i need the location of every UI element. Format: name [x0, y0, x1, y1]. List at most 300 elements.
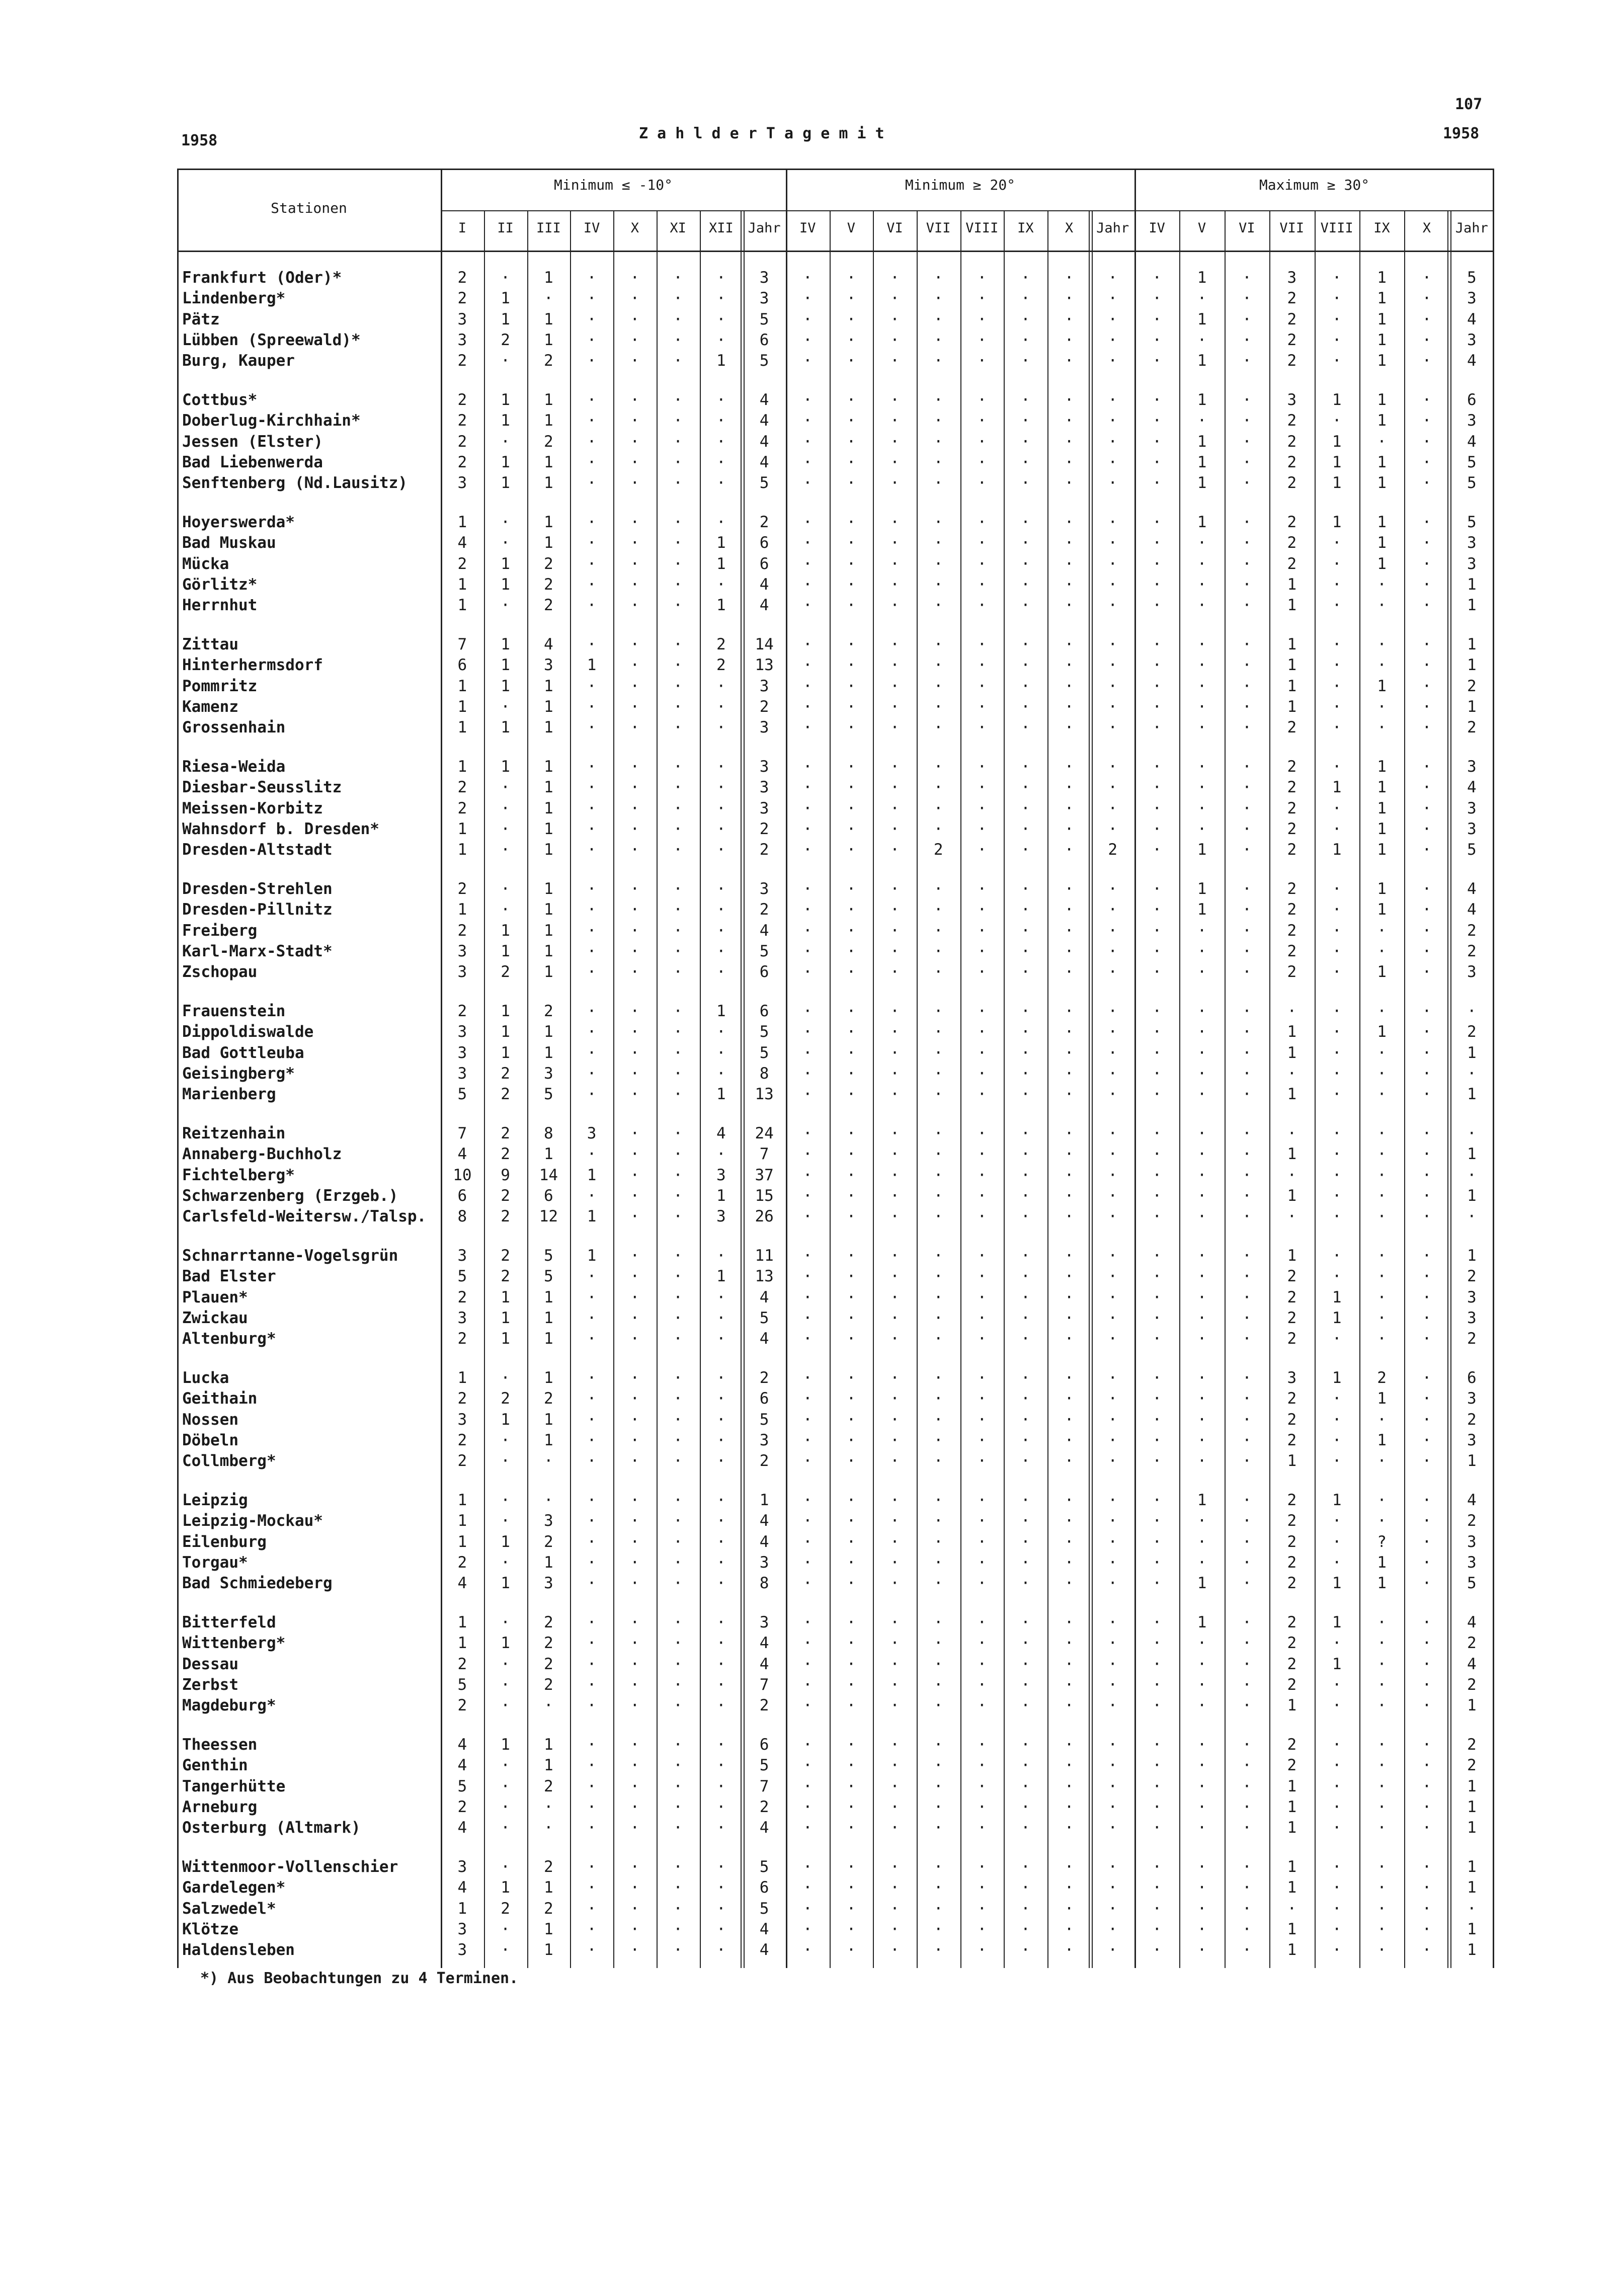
- table-cell: ·: [1152, 1634, 1162, 1653]
- table-cell: ·: [1422, 391, 1432, 409]
- table-cell: 4: [1467, 310, 1477, 329]
- table-cell: ·: [1197, 554, 1207, 573]
- column-divider: [1315, 210, 1316, 1968]
- table-cell: ·: [1422, 1532, 1432, 1551]
- table-cell: ·: [501, 1696, 510, 1715]
- table-cell: ·: [890, 1452, 900, 1470]
- table-cell: ·: [587, 718, 597, 737]
- table-cell: ·: [890, 820, 900, 838]
- table-cell: 1: [544, 269, 553, 287]
- table-cell: 1: [1287, 1145, 1297, 1164]
- table-cell: ·: [977, 1574, 987, 1593]
- table-cell: ·: [1422, 513, 1432, 531]
- table-cell: ·: [501, 778, 510, 797]
- column-divider: [613, 210, 614, 1968]
- table-cell: ·: [673, 880, 683, 898]
- table-cell: 1: [544, 412, 553, 430]
- table-cell: 2: [1287, 1655, 1297, 1673]
- table-cell: ·: [1108, 656, 1118, 675]
- table-cell: 1: [716, 1085, 726, 1104]
- table-cell: ·: [1064, 656, 1074, 675]
- table-cell: ·: [630, 1247, 640, 1265]
- table-cell: ·: [1152, 1452, 1162, 1470]
- table-cell: 2: [1287, 331, 1297, 349]
- table-cell: ·: [587, 697, 597, 716]
- table-cell: ·: [802, 697, 813, 716]
- table-cell: ·: [1422, 635, 1432, 653]
- table-cell: ·: [977, 799, 987, 817]
- table-cell: ·: [1064, 1878, 1074, 1897]
- table-cell: 1: [716, 596, 726, 615]
- table-cell: 1: [1467, 1696, 1477, 1715]
- table-cell: ·: [673, 453, 683, 471]
- table-cell: ·: [1377, 1696, 1387, 1715]
- table-cell: ·: [802, 1675, 813, 1694]
- station-name: Wittenmoor-Vollenschier: [182, 1858, 398, 1876]
- table-cell: ·: [1108, 432, 1118, 451]
- table-cell: ·: [846, 1512, 856, 1530]
- table-cell: ·: [933, 697, 943, 716]
- table-cell: ·: [1021, 1878, 1030, 1897]
- table-cell: ·: [1064, 534, 1074, 552]
- table-cell: 1: [1197, 352, 1207, 370]
- table-cell: ·: [630, 1696, 640, 1715]
- table-cell: ·: [1064, 1941, 1074, 1959]
- table-cell: ·: [802, 841, 813, 859]
- table-cell: ·: [587, 1491, 597, 1509]
- table-cell: ·: [1422, 1431, 1432, 1449]
- table-cell: ·: [630, 269, 640, 287]
- table-cell: ·: [1108, 820, 1118, 838]
- table-cell: 1: [716, 1186, 726, 1205]
- station-name: Riesa-Weida: [182, 758, 286, 776]
- table-cell: ·: [846, 1878, 856, 1897]
- station-name: Osterburg (Altmark): [182, 1819, 361, 1837]
- table-cell: ·: [673, 412, 683, 430]
- table-cell: 11: [755, 1247, 774, 1265]
- table-cell: 2: [1287, 921, 1297, 940]
- table-cell: ·: [1152, 513, 1162, 531]
- table-cell: ·: [846, 1085, 856, 1104]
- table-cell: ·: [1152, 1166, 1162, 1184]
- table-cell: ·: [1108, 534, 1118, 552]
- table-cell: ·: [1021, 901, 1030, 919]
- table-cell: ·: [846, 1369, 856, 1387]
- table-cell: 1: [457, 596, 467, 615]
- table-cell: ·: [673, 1085, 683, 1104]
- station-name: Bad Muskau: [182, 534, 276, 552]
- table-cell: ·: [1287, 1899, 1297, 1918]
- table-cell: 1: [1197, 513, 1207, 531]
- table-cell: 1: [1377, 778, 1387, 797]
- table-cell: ·: [1242, 1878, 1252, 1897]
- table-cell: 1: [1287, 1878, 1297, 1897]
- table-cell: 1: [1377, 412, 1387, 430]
- table-cell: ·: [846, 1023, 856, 1041]
- station-name: Dresden-Pillnitz: [182, 901, 333, 919]
- table-cell: ·: [1064, 1186, 1074, 1205]
- station-name: Burg, Kauper: [182, 352, 295, 370]
- table-cell: ·: [501, 269, 510, 287]
- table-cell: 2: [457, 921, 467, 940]
- table-cell: 5: [544, 1267, 553, 1286]
- table-cell: 1: [1377, 880, 1387, 898]
- station-name: Jessen (Elster): [182, 432, 323, 451]
- table-cell: ·: [1332, 1553, 1342, 1572]
- table-cell: ·: [587, 1043, 597, 1062]
- table-cell: ·: [933, 1124, 943, 1142]
- table-cell: 3: [587, 1124, 597, 1142]
- table-cell: ·: [1197, 1288, 1207, 1306]
- table-cell: 4: [759, 1288, 769, 1306]
- table-cell: ·: [977, 963, 987, 981]
- table-cell: ·: [1152, 1186, 1162, 1205]
- table-cell: ·: [846, 1267, 856, 1286]
- station-name: Bad Liebenwerda: [182, 453, 323, 471]
- table-cell: ·: [1467, 1064, 1477, 1083]
- table-cell: ·: [1021, 1532, 1030, 1551]
- table-cell: ·: [716, 1574, 726, 1593]
- table-cell: 1: [587, 1247, 597, 1265]
- table-cell: ·: [1108, 1431, 1118, 1449]
- footnote: *) Aus Beobachtungen zu 4 Terminen.: [200, 1970, 519, 1987]
- table-cell: 4: [759, 575, 769, 594]
- table-cell: 1: [1467, 656, 1477, 675]
- table-cell: ·: [1021, 1696, 1030, 1715]
- table-cell: ·: [1108, 391, 1118, 409]
- station-name: Geisingberg*: [182, 1064, 295, 1083]
- table-cell: 1: [1197, 269, 1207, 287]
- table-cell: ·: [1064, 1207, 1074, 1226]
- station-column-header: Stationen: [271, 200, 347, 216]
- table-cell: ·: [673, 1553, 683, 1572]
- table-cell: ·: [933, 1858, 943, 1876]
- table-cell: ·: [1152, 677, 1162, 695]
- table-cell: ·: [501, 1858, 510, 1876]
- table-cell: ·: [802, 513, 813, 531]
- table-cell: ·: [1332, 1410, 1342, 1429]
- table-cell: ·: [1152, 391, 1162, 409]
- table-cell: ·: [890, 1819, 900, 1837]
- table-cell: ·: [890, 575, 900, 594]
- table-cell: ·: [1064, 799, 1074, 817]
- table-cell: ·: [1197, 718, 1207, 737]
- table-cell: ·: [630, 656, 640, 675]
- column-header: V: [847, 220, 856, 236]
- table-cell: 1: [1467, 1920, 1477, 1938]
- table-cell: 5: [759, 310, 769, 329]
- table-cell: 1: [544, 963, 553, 981]
- table-cell: 1: [716, 1002, 726, 1020]
- table-cell: ·: [1152, 1941, 1162, 1959]
- table-cell: 1: [457, 718, 467, 737]
- table-cell: 2: [1287, 1532, 1297, 1551]
- table-cell: 4: [457, 1145, 467, 1164]
- table-cell: 6: [759, 963, 769, 981]
- table-cell: ·: [1197, 963, 1207, 981]
- table-cell: ·: [716, 474, 726, 493]
- column-divider: [657, 210, 658, 1968]
- table-cell: ·: [977, 718, 987, 737]
- table-cell: ·: [673, 1410, 683, 1429]
- table-cell: ·: [1197, 1064, 1207, 1083]
- table-cell: ·: [673, 1431, 683, 1449]
- table-cell: ·: [630, 1064, 640, 1083]
- station-name: Gardelegen*: [182, 1878, 286, 1897]
- table-cell: ·: [1377, 1920, 1387, 1938]
- table-cell: 3: [457, 1064, 467, 1083]
- table-cell: 1: [1197, 841, 1207, 859]
- table-cell: 1: [457, 575, 467, 594]
- table-cell: 7: [457, 1124, 467, 1142]
- table-cell: 3: [457, 310, 467, 329]
- station-name: Genthin: [182, 1756, 248, 1775]
- table-cell: ·: [1377, 1207, 1387, 1226]
- table-cell: 6: [759, 534, 769, 552]
- table-cell: ·: [1152, 921, 1162, 940]
- table-cell: ·: [1021, 1124, 1030, 1142]
- table-cell: ·: [802, 1247, 813, 1265]
- table-cell: ·: [846, 1756, 856, 1775]
- table-cell: 1: [501, 554, 510, 573]
- table-cell: ·: [933, 1634, 943, 1653]
- table-cell: ·: [802, 1574, 813, 1593]
- table-cell: ·: [890, 1634, 900, 1653]
- table-cell: ·: [890, 1920, 900, 1938]
- table-cell: ·: [673, 1452, 683, 1470]
- table-cell: ·: [716, 1797, 726, 1816]
- table-cell: ·: [977, 1675, 987, 1694]
- table-cell: ·: [1332, 310, 1342, 329]
- table-cell: 2: [457, 880, 467, 898]
- table-cell: 1: [544, 331, 553, 349]
- table-cell: 1: [1197, 1613, 1207, 1631]
- table-cell: 1: [457, 1512, 467, 1530]
- table-cell: 6: [1467, 1369, 1477, 1387]
- table-cell: ·: [1422, 1655, 1432, 1673]
- table-cell: ·: [673, 677, 683, 695]
- table-cell: ·: [587, 1941, 597, 1959]
- table-cell: ·: [802, 677, 813, 695]
- table-cell: ·: [1108, 921, 1118, 940]
- table-cell: ·: [501, 1491, 510, 1509]
- table-cell: ·: [1242, 1452, 1252, 1470]
- table-cell: ·: [890, 901, 900, 919]
- table-cell: ·: [1377, 1308, 1387, 1327]
- table-cell: ·: [890, 1145, 900, 1164]
- table-cell: ·: [1422, 677, 1432, 695]
- table-cell: ·: [933, 432, 943, 451]
- table-cell: ·: [933, 942, 943, 960]
- table-cell: 1: [716, 534, 726, 552]
- station-name: Haldensleben: [182, 1941, 295, 1959]
- table-cell: 1: [544, 758, 553, 776]
- table-cell: ·: [1021, 778, 1030, 797]
- table-cell: ·: [630, 880, 640, 898]
- table-cell: ·: [501, 1756, 510, 1775]
- table-cell: 5: [759, 1043, 769, 1062]
- table-cell: ·: [890, 697, 900, 716]
- table-cell: 2: [544, 1777, 553, 1795]
- station-name: Grossenhain: [182, 718, 286, 737]
- table-cell: ·: [1064, 1777, 1074, 1795]
- table-cell: ·: [1332, 1002, 1342, 1020]
- table-cell: ·: [1332, 1920, 1342, 1938]
- table-cell: ·: [1021, 841, 1030, 859]
- station-name: Dresden-Strehlen: [182, 880, 333, 898]
- table-cell: ·: [716, 1655, 726, 1673]
- table-cell: 1: [1287, 656, 1297, 675]
- table-cell: 1: [457, 513, 467, 531]
- table-cell: ·: [1332, 534, 1342, 552]
- table-cell: ·: [846, 758, 856, 776]
- table-cell: ·: [716, 1613, 726, 1631]
- table-cell: ·: [1021, 1858, 1030, 1876]
- table-cell: ·: [890, 1655, 900, 1673]
- column-header: VI: [886, 220, 903, 236]
- table-cell: ·: [716, 513, 726, 531]
- table-cell: ·: [1422, 1797, 1432, 1816]
- table-cell: 1: [1287, 575, 1297, 594]
- table-cell: ·: [1152, 596, 1162, 615]
- table-cell: ·: [1242, 1085, 1252, 1104]
- table-cell: 1: [1332, 453, 1342, 471]
- table-cell: 3: [759, 758, 769, 776]
- station-name: Nossen: [182, 1410, 238, 1429]
- table-cell: 5: [1467, 269, 1477, 287]
- table-cell: ·: [1021, 1186, 1030, 1205]
- table-cell: ·: [1377, 1491, 1387, 1509]
- table-cell: ·: [1108, 697, 1118, 716]
- table-cell: ·: [1064, 310, 1074, 329]
- table-cell: ·: [802, 453, 813, 471]
- table-cell: ·: [1197, 799, 1207, 817]
- table-cell: 2: [544, 1613, 553, 1631]
- group-divider: [1134, 169, 1136, 1968]
- table-cell: 1: [501, 1023, 510, 1041]
- table-cell: 2: [1287, 1512, 1297, 1530]
- table-cell: ·: [673, 820, 683, 838]
- table-cell: ·: [1152, 1002, 1162, 1020]
- table-cell: ·: [1108, 310, 1118, 329]
- table-cell: 1: [1467, 1452, 1477, 1470]
- table-cell: ·: [933, 513, 943, 531]
- table-cell: 1: [716, 352, 726, 370]
- table-cell: ·: [1332, 554, 1342, 573]
- table-cell: ·: [1108, 1166, 1118, 1184]
- table-cell: 1: [501, 1002, 510, 1020]
- table-cell: 1: [501, 942, 510, 960]
- table-cell: 2: [457, 1553, 467, 1572]
- table-cell: ·: [846, 1145, 856, 1164]
- station-name: Hinterhermsdorf: [182, 656, 323, 675]
- table-cell: ·: [933, 575, 943, 594]
- table-cell: ·: [673, 1512, 683, 1530]
- table-cell: 2: [1287, 474, 1297, 493]
- table-cell: ·: [1064, 1389, 1074, 1408]
- table-cell: ·: [846, 596, 856, 615]
- table-cell: ·: [1332, 412, 1342, 430]
- table-cell: ·: [716, 1023, 726, 1041]
- table-cell: ·: [673, 1023, 683, 1041]
- station-name: Bad Schmiedeberg: [182, 1574, 333, 1593]
- table-cell: ·: [630, 1777, 640, 1795]
- table-cell: ·: [1152, 1145, 1162, 1164]
- table-cell: ·: [1242, 1899, 1252, 1918]
- table-cell: 1: [1377, 963, 1387, 981]
- table-cell: ·: [1021, 1634, 1030, 1653]
- table-cell: ·: [673, 1491, 683, 1509]
- station-name: Diesbar-Seusslitz: [182, 778, 342, 797]
- table-cell: 2: [1287, 758, 1297, 776]
- table-cell: ·: [716, 1389, 726, 1408]
- table-cell: 2: [1467, 921, 1477, 940]
- table-cell: ·: [977, 901, 987, 919]
- table-cell: ·: [846, 921, 856, 940]
- table-cell: ·: [1152, 1736, 1162, 1754]
- table-cell: ·: [630, 1431, 640, 1449]
- table-cell: ·: [673, 1878, 683, 1897]
- table-cell: 2: [1287, 1330, 1297, 1348]
- table-cell: ·: [890, 1491, 900, 1509]
- table-cell: ·: [673, 474, 683, 493]
- table-cell: 4: [457, 534, 467, 552]
- table-cell: ·: [1152, 1288, 1162, 1306]
- table-cell: ·: [1197, 1085, 1207, 1104]
- table-cell: ·: [846, 1166, 856, 1184]
- table-cell: ·: [630, 1389, 640, 1408]
- table-cell: 2: [544, 1655, 553, 1673]
- table-cell: 2: [933, 841, 943, 859]
- table-cell: ·: [1197, 1553, 1207, 1572]
- table-cell: 1: [544, 921, 553, 940]
- table-cell: ·: [1108, 513, 1118, 531]
- table-cell: ·: [1377, 1410, 1387, 1429]
- table-cell: ·: [1377, 1452, 1387, 1470]
- table-cell: 1: [1332, 778, 1342, 797]
- table-cell: 3: [759, 1431, 769, 1449]
- table-cell: ·: [977, 1410, 987, 1429]
- table-cell: ·: [1064, 1145, 1074, 1164]
- table-cell: ·: [587, 352, 597, 370]
- table-cell: ·: [1152, 1797, 1162, 1816]
- table-cell: ·: [1152, 1247, 1162, 1265]
- table-cell: ·: [1108, 554, 1118, 573]
- table-cell: ·: [673, 554, 683, 573]
- table-cell: 10: [453, 1166, 472, 1184]
- table-cell: ·: [890, 1431, 900, 1449]
- table-cell: ·: [630, 1532, 640, 1551]
- column-divider: [527, 210, 528, 1968]
- table-cell: ·: [1242, 820, 1252, 838]
- table-cell: ·: [587, 1145, 597, 1164]
- table-cell: ·: [802, 1941, 813, 1959]
- table-cell: ·: [1021, 1736, 1030, 1754]
- table-cell: ·: [673, 799, 683, 817]
- table-cell: ·: [673, 718, 683, 737]
- table-cell: ·: [977, 1920, 987, 1938]
- table-cell: ·: [1242, 1145, 1252, 1164]
- table-cell: ·: [1108, 1756, 1118, 1775]
- table-cell: ·: [716, 963, 726, 981]
- table-cell: ·: [1242, 677, 1252, 695]
- table-cell: ·: [630, 1207, 640, 1226]
- table-cell: ·: [501, 901, 510, 919]
- table-cell: ·: [1152, 534, 1162, 552]
- table-cell: ·: [1064, 718, 1074, 737]
- table-cell: ·: [890, 331, 900, 349]
- table-cell: 2: [1287, 1431, 1297, 1449]
